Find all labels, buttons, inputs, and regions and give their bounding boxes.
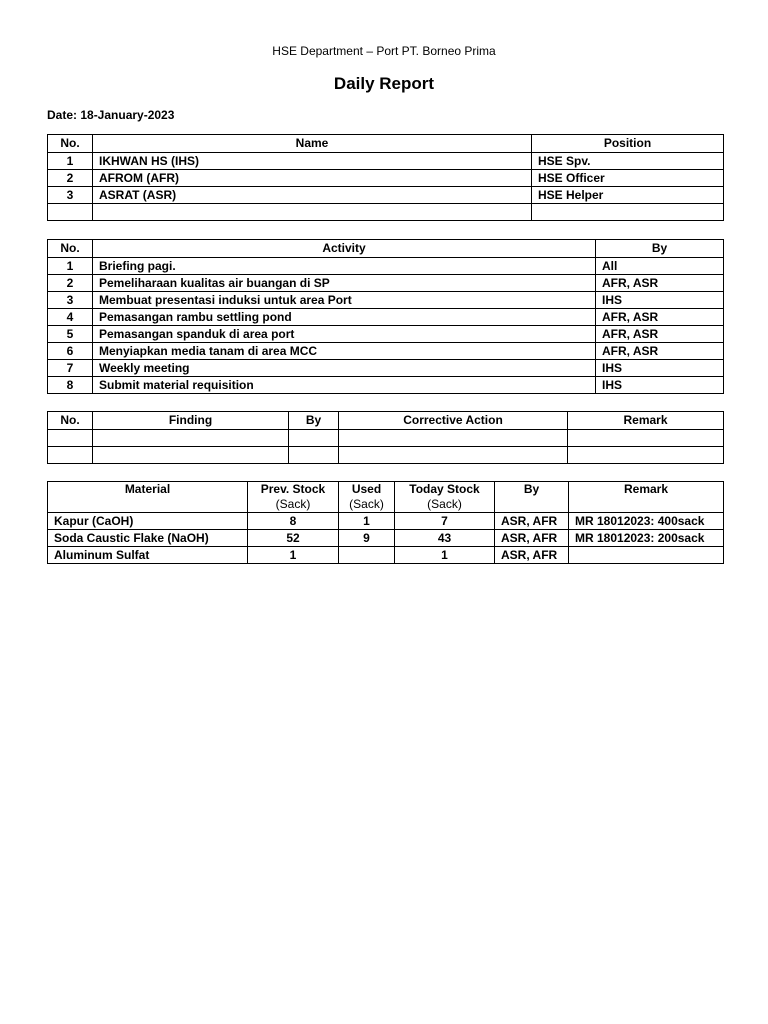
cell-no: 8 <box>48 377 93 394</box>
cell-name <box>93 204 532 221</box>
col-header-no: No. <box>48 412 93 430</box>
cell-remark: MR 18012023: 400sack <box>569 513 724 530</box>
cell-by <box>289 447 339 464</box>
cell-by: IHS <box>596 292 724 309</box>
cell-no: 6 <box>48 343 93 360</box>
table-row <box>48 377 724 394</box>
table-row <box>48 153 724 170</box>
cell-name: AFROM (AFR) <box>93 170 532 187</box>
findings-header-row <box>48 412 724 430</box>
cell-by: AFR, ASR <box>596 275 724 292</box>
cell-activity: Weekly meeting <box>93 360 596 377</box>
table-row <box>48 309 724 326</box>
cell-today-stock: 43 <box>395 530 495 547</box>
col-header-by: By <box>596 240 724 258</box>
cell-no: 7 <box>48 360 93 377</box>
activity-header-row <box>48 240 724 258</box>
personnel-table <box>47 134 724 221</box>
col-header-activity: Activity <box>93 240 596 258</box>
cell-no: 1 <box>48 153 93 170</box>
cell-by: IHS <box>596 360 724 377</box>
cell-by: AFR, ASR <box>596 343 724 360</box>
cell-used: 9 <box>339 530 395 547</box>
cell-material: Kapur (CaOH) <box>48 513 248 530</box>
col-header-corrective-action: Corrective Action <box>339 412 568 430</box>
findings-table <box>47 411 724 464</box>
col-header-by: By <box>495 482 569 513</box>
cell-no: 2 <box>48 275 93 292</box>
col-header-used: Used (Sack) <box>339 482 395 513</box>
cell-no: 4 <box>48 309 93 326</box>
table-row <box>48 547 724 564</box>
cell-no: 2 <box>48 170 93 187</box>
col-header-today-stock: Today Stock (Sack) <box>395 482 495 513</box>
table-row <box>48 258 724 275</box>
col-header-prev-stock: Prev. Stock (Sack) <box>248 482 339 513</box>
department-heading: HSE Department – Port PT. Borneo Prima <box>272 44 496 58</box>
cell-corrective-action <box>339 430 568 447</box>
cell-by <box>289 430 339 447</box>
cell-no: 1 <box>48 258 93 275</box>
cell-remark <box>568 430 724 447</box>
cell-prev-stock: 8 <box>248 513 339 530</box>
col-header-remark: Remark <box>568 412 724 430</box>
report-title: Daily Report <box>333 74 435 93</box>
table-row <box>48 292 724 309</box>
cell-position: HSE Helper <box>532 187 724 204</box>
cell-no <box>48 204 93 221</box>
cell-activity: Pemeliharaan kualitas air buangan di SP <box>93 275 596 292</box>
cell-no: 3 <box>48 292 93 309</box>
table-row <box>48 530 724 547</box>
cell-finding <box>93 430 289 447</box>
cell-position: HSE Spv. <box>532 153 724 170</box>
cell-activity: Briefing pagi. <box>93 258 596 275</box>
table-row <box>48 343 724 360</box>
cell-activity: Membuat presentasi induksi untuk area Port <box>93 292 596 309</box>
col-header-no: No. <box>48 135 93 153</box>
table-row <box>48 447 724 464</box>
cell-no: 3 <box>48 187 93 204</box>
cell-name: ASRAT (ASR) <box>93 187 532 204</box>
cell-today-stock: 7 <box>395 513 495 530</box>
table-row <box>48 275 724 292</box>
cell-material: Soda Caustic Flake (NaOH) <box>48 530 248 547</box>
col-header-material: Material <box>48 482 248 513</box>
cell-remark <box>568 447 724 464</box>
cell-by: ASR, AFR <box>495 513 569 530</box>
cell-activity: Pemasangan rambu settling pond <box>93 309 596 326</box>
cell-name: IKHWAN HS (IHS) <box>93 153 532 170</box>
cell-position <box>532 204 724 221</box>
col-header-by: By <box>289 412 339 430</box>
table-row <box>48 187 724 204</box>
cell-remark: MR 18012023: 200sack <box>569 530 724 547</box>
cell-finding <box>93 447 289 464</box>
report-date: Date: 18-January-2023 <box>47 108 175 122</box>
materials-table <box>47 481 724 564</box>
col-header-name: Name <box>93 135 532 153</box>
cell-remark <box>569 547 724 564</box>
cell-by: ASR, AFR <box>495 530 569 547</box>
col-header-no: No. <box>48 240 93 258</box>
cell-no <box>48 447 93 464</box>
cell-prev-stock: 1 <box>248 547 339 564</box>
table-row <box>48 170 724 187</box>
col-header-position: Position <box>532 135 724 153</box>
cell-by: AFR, ASR <box>596 326 724 343</box>
activity-table <box>47 239 724 394</box>
cell-no <box>48 430 93 447</box>
cell-material: Aluminum Sulfat <box>48 547 248 564</box>
cell-by: All <box>596 258 724 275</box>
cell-used: 1 <box>339 513 395 530</box>
cell-activity: Menyiapkan media tanam di area MCC <box>93 343 596 360</box>
personnel-header-row <box>48 135 724 153</box>
table-row <box>48 326 724 343</box>
cell-today-stock: 1 <box>395 547 495 564</box>
cell-by: IHS <box>596 377 724 394</box>
cell-no: 5 <box>48 326 93 343</box>
cell-prev-stock: 52 <box>248 530 339 547</box>
cell-activity: Submit material requisition <box>93 377 596 394</box>
cell-position: HSE Officer <box>532 170 724 187</box>
table-row <box>48 513 724 530</box>
table-row <box>48 430 724 447</box>
table-row <box>48 360 724 377</box>
cell-activity: Pemasangan spanduk di area port <box>93 326 596 343</box>
col-header-finding: Finding <box>93 412 289 430</box>
cell-used <box>339 547 395 564</box>
table-row <box>48 204 724 221</box>
col-header-remark: Remark <box>569 482 724 513</box>
cell-by: AFR, ASR <box>596 309 724 326</box>
materials-header-row <box>48 482 724 513</box>
cell-by: ASR, AFR <box>495 547 569 564</box>
cell-corrective-action <box>339 447 568 464</box>
